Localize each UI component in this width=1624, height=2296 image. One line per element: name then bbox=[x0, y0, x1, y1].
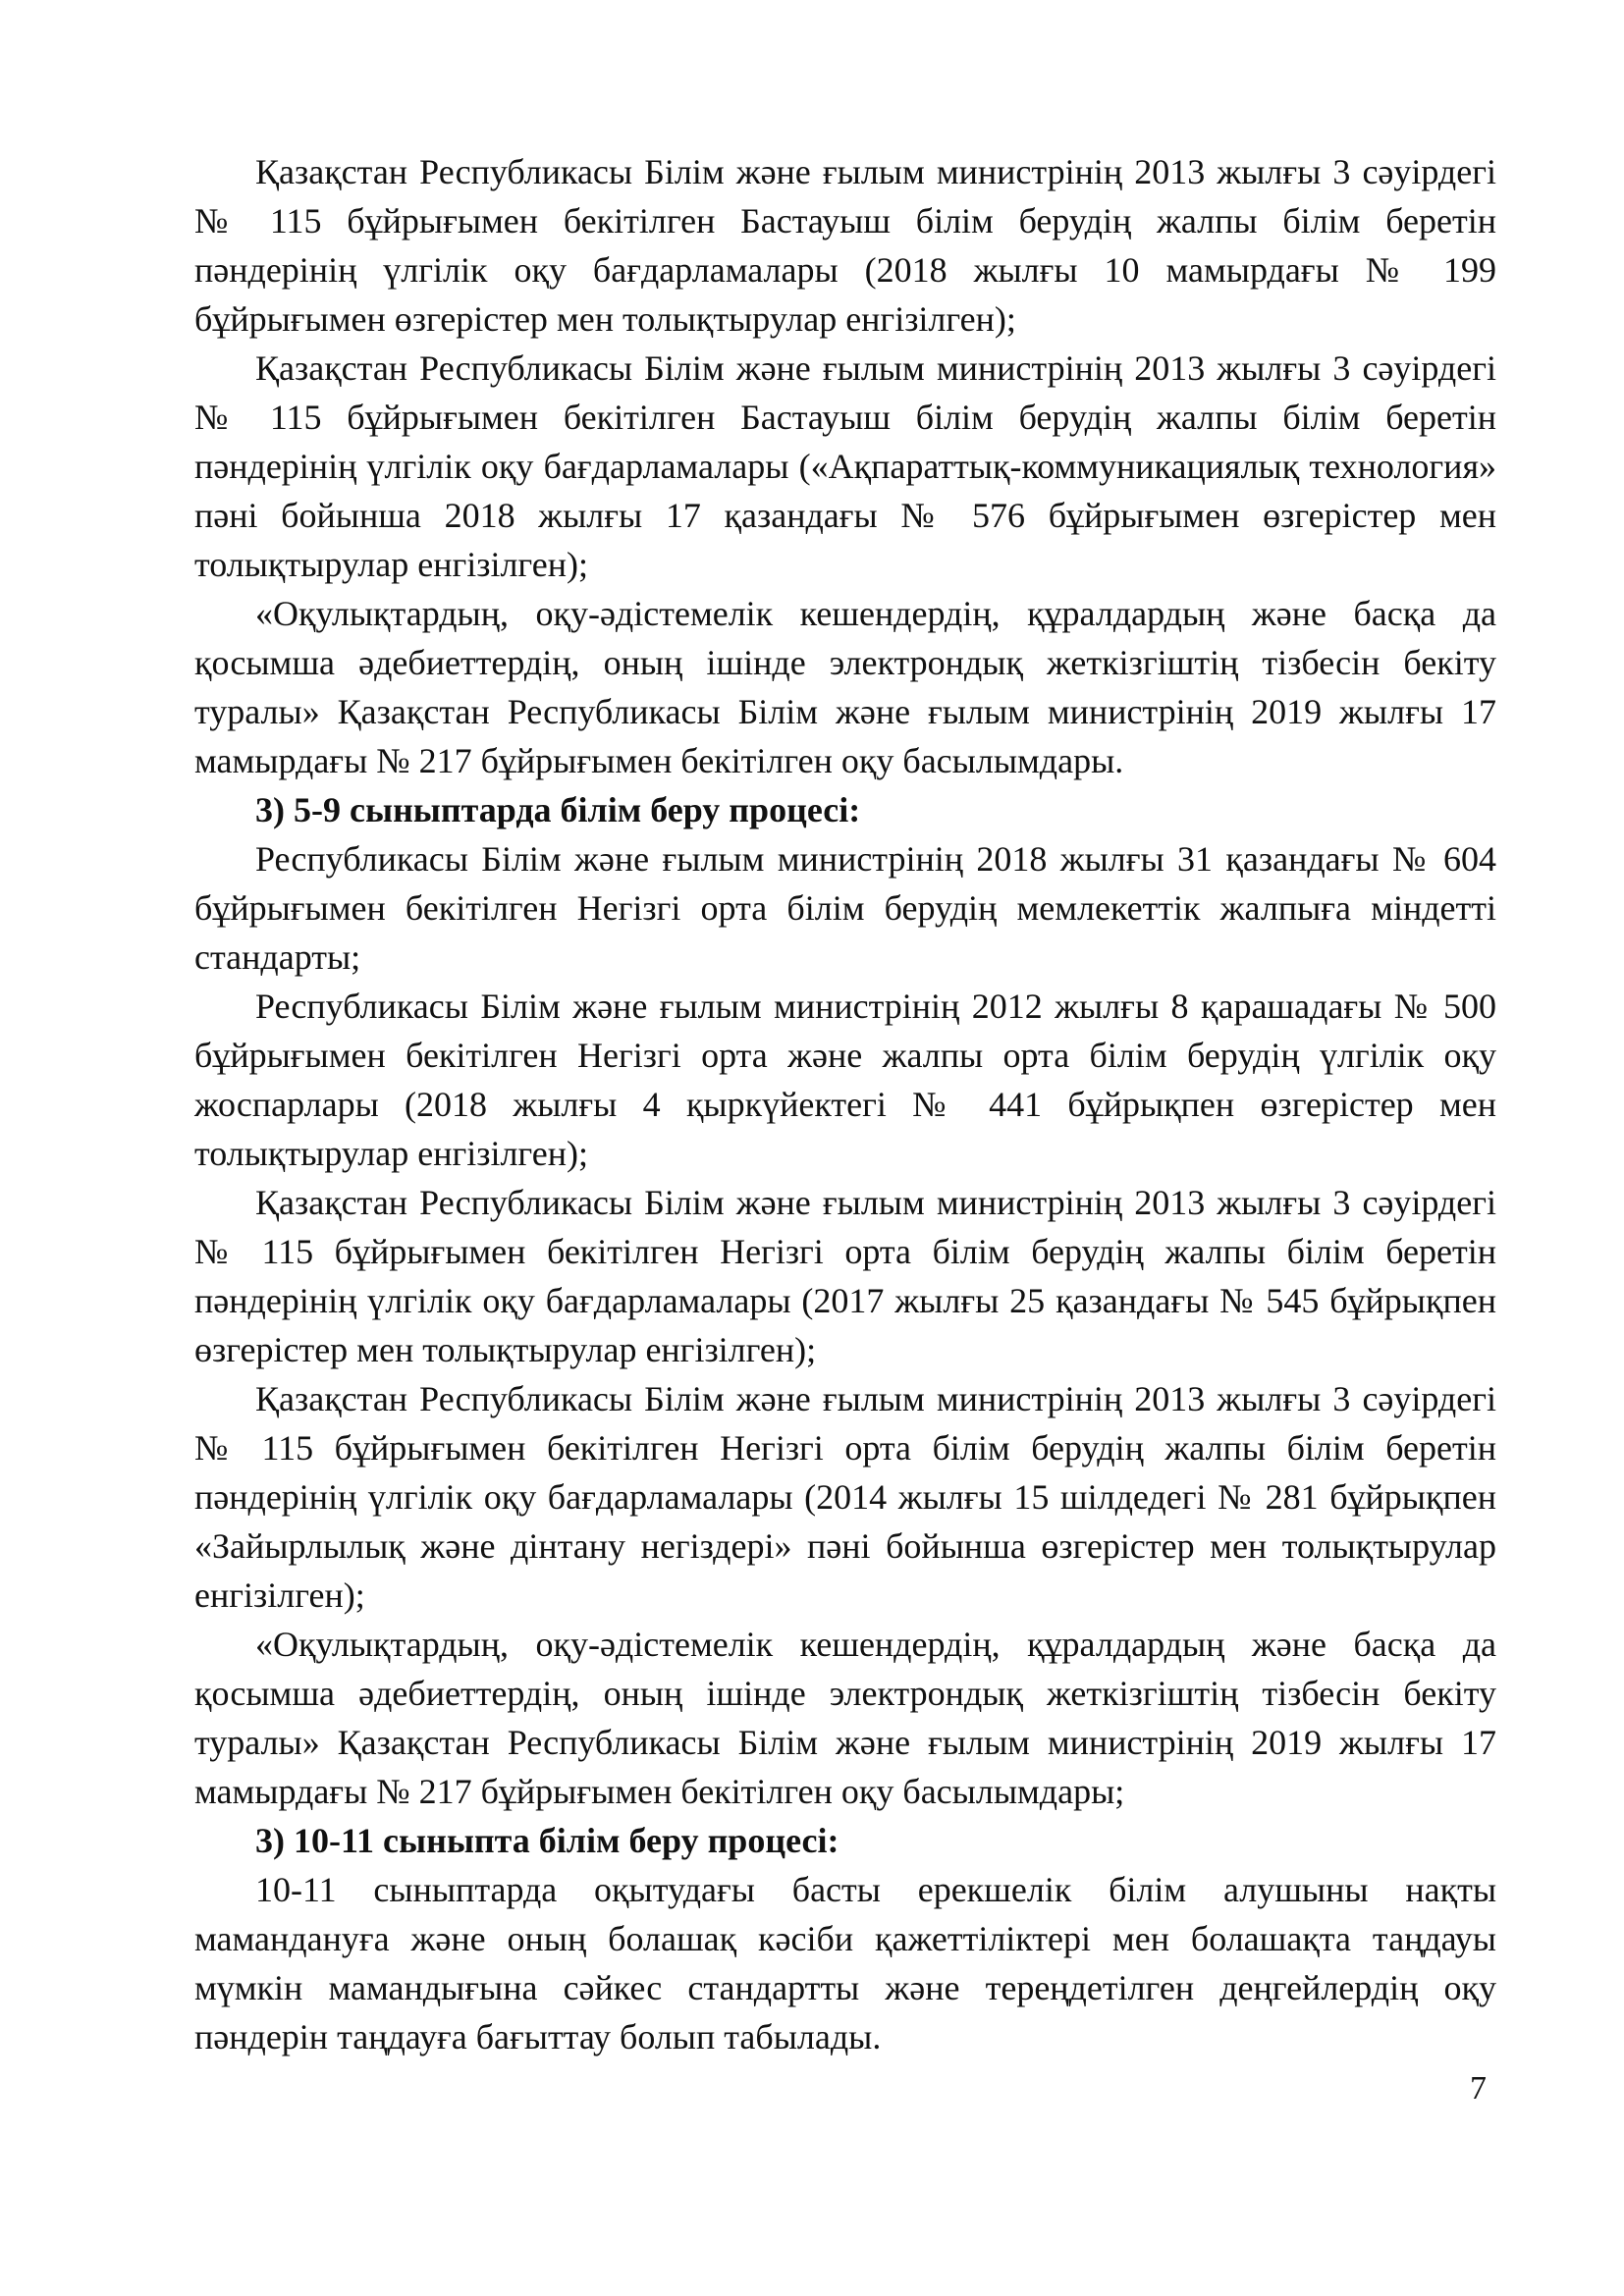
paragraph: Қазақстан Республикасы Білім және ғылым министрінің 2013 жылғы 3 сәуірдегі № 115 бұйрығымен бекітілген Негізгі орта білім берудің жалпы білім беретін пәндерінің үлгілік оқу бағдарламалары (2014 жылғы 15 шілдедегі № 281 бұйрықпен «Зайырлылық және дінтану негіздері» пәні бойынша өзгерістер мен толықтырулар енгізілген); bbox=[194, 1379, 1496, 1615]
page-number: 7 bbox=[1470, 2070, 1487, 2107]
paragraph: «Оқулықтардың, оқу-әдістемелік кешендердің, құралдардың және басқа да қосымша әдебиеттердің, оның ішінде электрондық жеткізгіштің тізбесін бекіту туралы» Қазақстан Республикасы Білім және ғылым министрінің 2019 жылғы 17 мамырдағы № 217 бұйрығымен бекітілген оқу басылымдары. bbox=[194, 594, 1496, 780]
paragraph: 10-11 сыныптарда оқытудағы басты ерекшелік білім алушыны нақты мамандануға және оның болашақ кәсіби қажеттіліктері мен болашақта таңдауы мүмкін мамандығына сәйкес стандартты және тереңдетілген деңгейлердің оқу пәндерін таңдауға бағыттау болып табылады. bbox=[194, 1870, 1496, 2056]
paragraph: Қазақстан Республикасы Білім және ғылым министрінің 2013 жылғы 3 сәуірдегі № 115 бұйрығымен бекітілген Негізгі орта білім берудің жалпы білім беретін пәндерінің үлгілік оқу бағдарламалары (2017 жылғы 25 қазандағы № 545 бұйрықпен өзгерістер мен толықтырулар енгізілген); bbox=[194, 1183, 1496, 1369]
paragraph: Қазақстан Республикасы Білім және ғылым министрінің 2013 жылғы 3 сәуірдегі № 115 бұйрығымен бекітілген Бастауыш білім берудің жалпы білім беретін пәндерінің үлгілік оқу бағдарламалары (2018 жылғы 10 мамырдағы № 199 бұйрығымен өзгерістер мен толықтырулар енгізілген); bbox=[194, 152, 1496, 339]
paragraph: «Оқулықтардың, оқу-әдістемелік кешендердің, құралдардың және басқа да қосымша әдебиеттердің, оның ішінде электрондық жеткізгіштің тізбесін бекіту туралы» Қазақстан Республикасы Білім және ғылым министрінің 2019 жылғы 17 мамырдағы № 217 бұйрығымен бекітілген оқу басылымдары; bbox=[194, 1625, 1496, 1811]
paragraph: Қазақстан Республикасы Білім және ғылым министрінің 2013 жылғы 3 сәуірдегі № 115 бұйрығымен бекітілген Бастауыш білім берудің жалпы білім беретін пәндерінің үлгілік оқу бағдарламалары («Ақпараттық-коммуникациялық технология» пәні бойынша 2018 жылғы 17 қазандағы № 576 бұйрығымен өзгерістер мен толықтырулар енгізілген); bbox=[194, 348, 1496, 584]
section-heading: 3) 10-11 сыныпта білім беру процесі: bbox=[255, 1821, 839, 1860]
document-page bbox=[194, 147, 1496, 2061]
section-heading: 3) 5-9 сыныптарда білім беру процесі: bbox=[255, 790, 861, 829]
paragraph: Республикасы Білім және ғылым министрінің 2012 жылғы 8 қарашадағы № 500 бұйрығымен бекітілген Негізгі орта және жалпы орта білім берудің үлгілік оқу жоспарлары (2018 жылғы 4 қыркүйектегі № 441 бұйрықпен өзгерістер мен толықтырулар енгізілген); bbox=[194, 987, 1496, 1173]
paragraph: Республикасы Білім және ғылым министрінің 2018 жылғы 31 қазандағы № 604 бұйрығымен бекітілген Негізгі орта білім берудің мемлекеттік жалпыға міндетті стандарты; bbox=[194, 839, 1496, 977]
